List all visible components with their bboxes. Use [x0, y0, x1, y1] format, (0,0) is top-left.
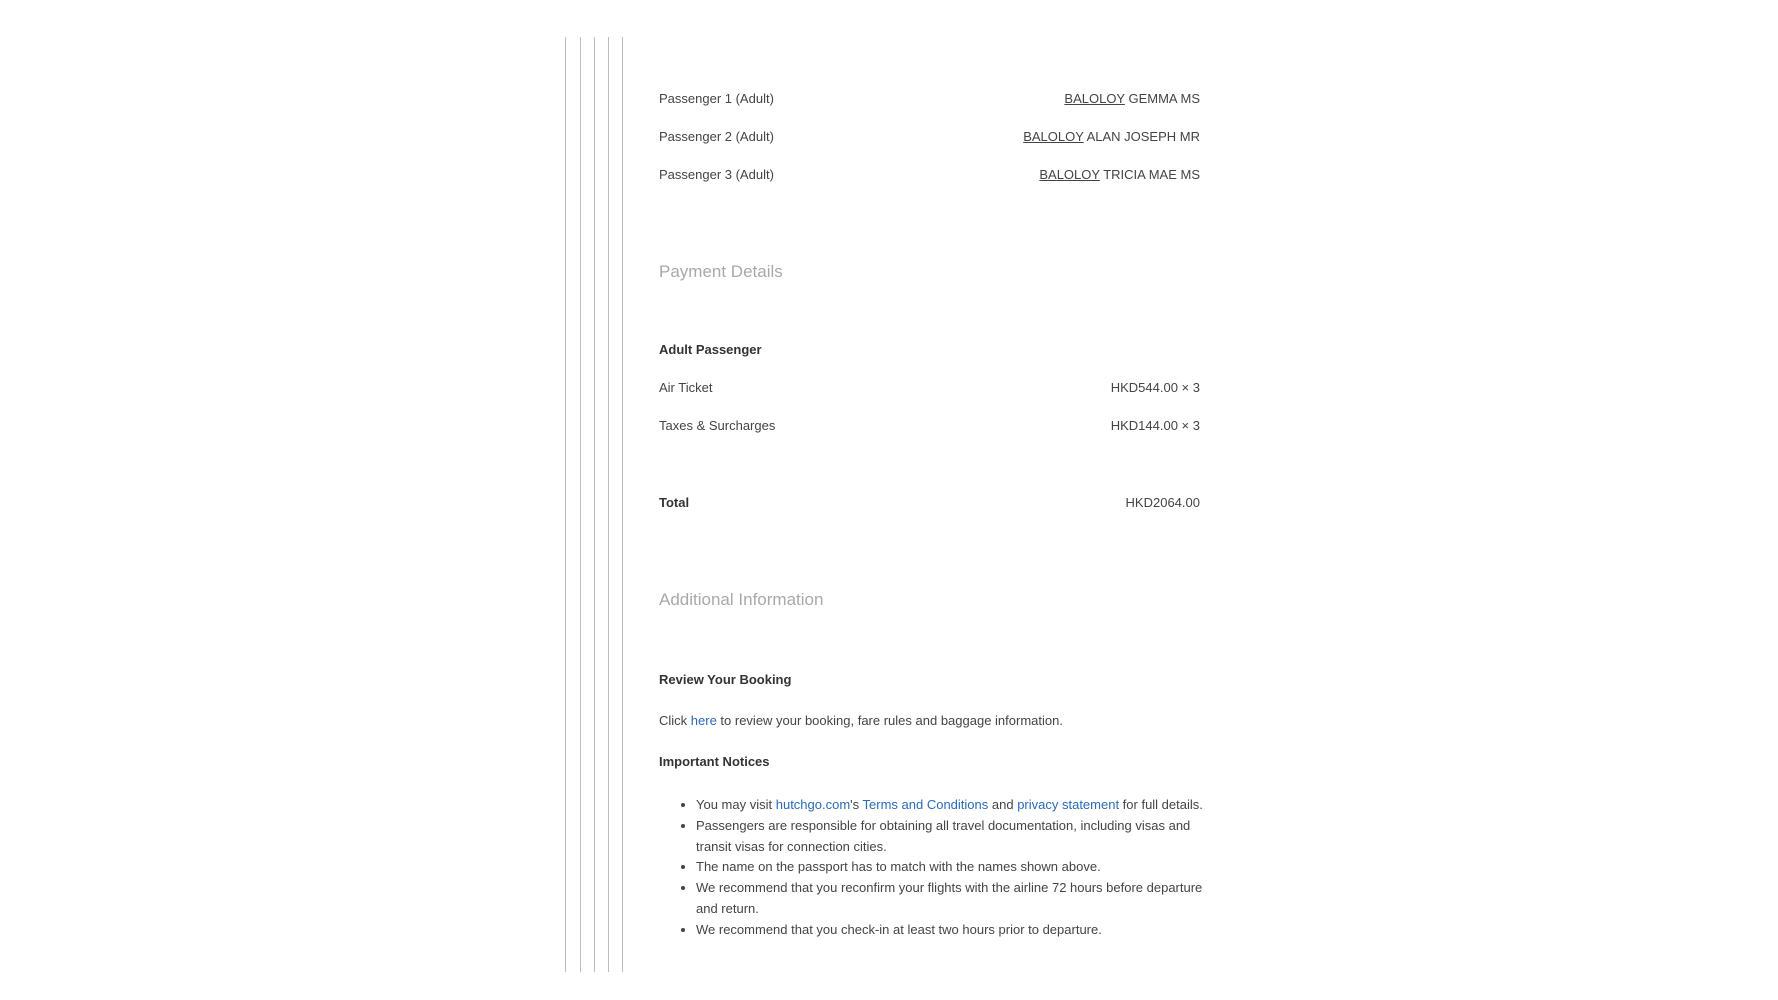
passenger-label: Passenger 1 (Adult)	[659, 91, 774, 106]
passenger-surname: BALOLOY	[1064, 91, 1125, 106]
air-ticket-label: Air Ticket	[659, 380, 713, 395]
taxes-label: Taxes & Surcharges	[659, 418, 776, 433]
notice-item: • The name on the passport has to match with the names shown above.	[696, 857, 1206, 878]
payment-details-title: Payment Details	[659, 262, 783, 281]
passenger-name	[1039, 165, 1200, 185]
notice-text: and	[988, 797, 1018, 812]
hutchgo-link[interactable]: hutchgo.com	[775, 797, 851, 812]
terms-and-conditions-link[interactable]: Terms and Conditions	[862, 797, 989, 812]
notice-text: 's	[850, 797, 863, 812]
passenger-name	[1023, 127, 1200, 147]
notice-text: You may visit	[696, 797, 776, 812]
review-prefix: Click	[659, 713, 691, 728]
margin-rule	[622, 37, 623, 972]
important-notices-list	[677, 795, 1206, 941]
notice-item: • We recommend that you reconfirm your flights with the airline 72 hours before departure and return.	[696, 878, 1206, 920]
passenger-row	[659, 89, 1200, 109]
adult-passenger-heading	[659, 340, 1200, 360]
margin-rule	[580, 37, 581, 972]
passenger-surname: BALOLOY	[1039, 167, 1100, 182]
margin-rule	[608, 37, 609, 972]
notice-item: • We recommend that you check-in at least two hours prior to departure.	[696, 920, 1206, 941]
review-suffix: to review your booking, fare rules and baggage information.	[716, 713, 1063, 728]
passenger-row	[659, 127, 1200, 147]
passenger-surname: BALOLOY	[1023, 129, 1084, 144]
additional-information-title: Additional Information	[659, 590, 824, 609]
taxes-value: HKD144.00 × 3	[1110, 418, 1200, 433]
privacy-statement-link[interactable]: privacy statement	[1017, 797, 1120, 812]
passenger-name	[1064, 89, 1200, 109]
passenger-given-name: TRICIA MAE MS	[1099, 167, 1200, 182]
review-booking-heading: Review Your Booking	[659, 672, 792, 687]
margin-rule	[565, 37, 566, 972]
adult-passenger-label: Adult Passenger	[659, 342, 762, 357]
total-value: HKD2064.00	[1125, 495, 1200, 510]
passenger-label: Passenger 2 (Adult)	[659, 129, 774, 144]
taxes-row	[659, 416, 1200, 436]
notice-text: for full details.	[1119, 797, 1203, 812]
notice-item: • Passengers are responsible for obtaining all travel documentation, including visas and transit visas for connection cities.	[696, 816, 1206, 858]
passenger-given-name: GEMMA MS	[1124, 91, 1200, 106]
passenger-row	[659, 165, 1200, 185]
margin-rule	[594, 37, 595, 972]
total-label: Total	[659, 495, 690, 510]
review-booking-text	[659, 711, 1063, 731]
air-ticket-row	[659, 378, 1200, 398]
passenger-label: Passenger 3 (Adult)	[659, 167, 774, 182]
notice-item	[696, 795, 1206, 816]
total-row	[659, 493, 1200, 513]
air-ticket-value: HKD544.00 × 3	[1110, 380, 1200, 395]
review-here-link[interactable]: here	[690, 713, 717, 728]
passenger-given-name: ALAN JOSEPH MR	[1083, 129, 1200, 144]
important-notices-heading: Important Notices	[659, 754, 770, 769]
